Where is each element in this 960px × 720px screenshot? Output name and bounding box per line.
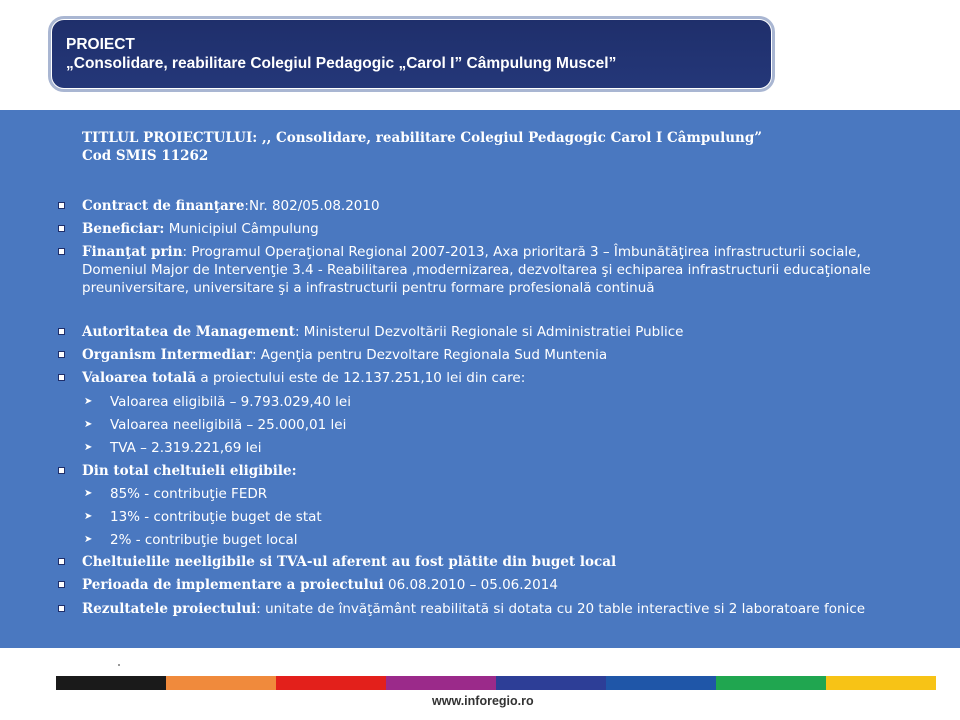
- color-bar-segment: [716, 676, 826, 690]
- header-line-2: „Consolidare, reabilitare Colegiul Pedagogic „Carol I” Câmpulung Muscel”: [66, 55, 617, 72]
- slide-header: [52, 20, 771, 88]
- item-label: Din total cheltuieli eligibile:: [82, 463, 297, 479]
- color-bar-segment: [56, 676, 166, 690]
- arrow-bullet-icon: ➤: [84, 488, 93, 499]
- item-label: Rezultatele proiectului: [82, 601, 257, 617]
- item-text: : Ministerul Dezvoltării Regionale si Administratiei Publice: [294, 324, 684, 340]
- item-label: Cheltuielile neeligibile si TVA-ul aferent au fost plătite din buget local: [82, 554, 617, 570]
- item-label: Perioada de implementare a proiectului: [82, 577, 384, 593]
- color-bar-segment: [496, 676, 606, 690]
- project-title-block: [82, 129, 882, 165]
- arrow-bullet-icon: ➤: [84, 419, 93, 430]
- decorative-dot: [118, 664, 120, 666]
- item-label: Valoarea totală: [82, 370, 197, 386]
- square-bullet-icon: [58, 374, 65, 381]
- item-text: 06.08.2010 – 05.06.2014: [383, 577, 558, 593]
- item-label: Organism Intermediar: [82, 347, 252, 363]
- item-text: : Programul Operaţional Regional 2007-2013, Axa prioritară 3 – Îmbunătăţirea infrastructurii sociale, Domeniul Major de Intervenţie 3.4 - Reabilitarea ,modernizarea, dezvoltarea şi echiparea infrastructurii educaţionale preuniversitare, universitare şi a infrastructurii pentru formare profesională continuă: [82, 244, 871, 296]
- item-text: :Nr. 802/05.08.2010: [244, 198, 380, 214]
- color-bar-segment: [276, 676, 386, 690]
- square-bullet-icon: [58, 248, 65, 255]
- square-bullet-icon: [58, 225, 65, 232]
- square-bullet-icon: [58, 351, 65, 358]
- item-text: a proiectului este de 12.137.251,10 lei din care:: [196, 370, 526, 386]
- color-bar-segment: [166, 676, 276, 690]
- footer-url: www.inforegio.ro: [432, 694, 534, 708]
- smis-code: Cod SMIS 11262: [82, 148, 209, 164]
- header-line-1: PROIECT: [66, 36, 135, 53]
- item-text: : unitate de învăţământ reabilitată si dotata cu 20 table interactive si 2 laboratoare fonice: [256, 601, 866, 617]
- project-title: TITLUL PROIECTULUI: ,, Consolidare, reabilitare Colegiul Pedagogic Carol I Câmpulung”: [82, 130, 763, 146]
- arrow-bullet-icon: ➤: [84, 442, 93, 453]
- arrow-bullet-icon: ➤: [84, 534, 93, 545]
- arrow-bullet-icon: ➤: [84, 396, 93, 407]
- item-label: Finanţat prin: [82, 244, 183, 260]
- square-bullet-icon: [58, 605, 65, 612]
- square-bullet-icon: [58, 467, 65, 474]
- color-bar-segment: [826, 676, 936, 690]
- arrow-bullet-icon: ➤: [84, 511, 93, 522]
- square-bullet-icon: [58, 328, 65, 335]
- square-bullet-icon: [58, 581, 65, 588]
- color-bar-segment: [386, 676, 496, 690]
- item-text: Municipiul Câmpulung: [164, 221, 319, 237]
- square-bullet-icon: [58, 202, 65, 209]
- item-label: Autoritatea de Management: [82, 324, 295, 340]
- item-text: : Agenţia pentru Dezvoltare Regionala Sud Muntenia: [251, 347, 608, 363]
- color-bar-segment: [606, 676, 716, 690]
- item-label: Beneficiar:: [82, 221, 165, 237]
- square-bullet-icon: [58, 558, 65, 565]
- item-label: Contract de finanţare: [82, 198, 245, 214]
